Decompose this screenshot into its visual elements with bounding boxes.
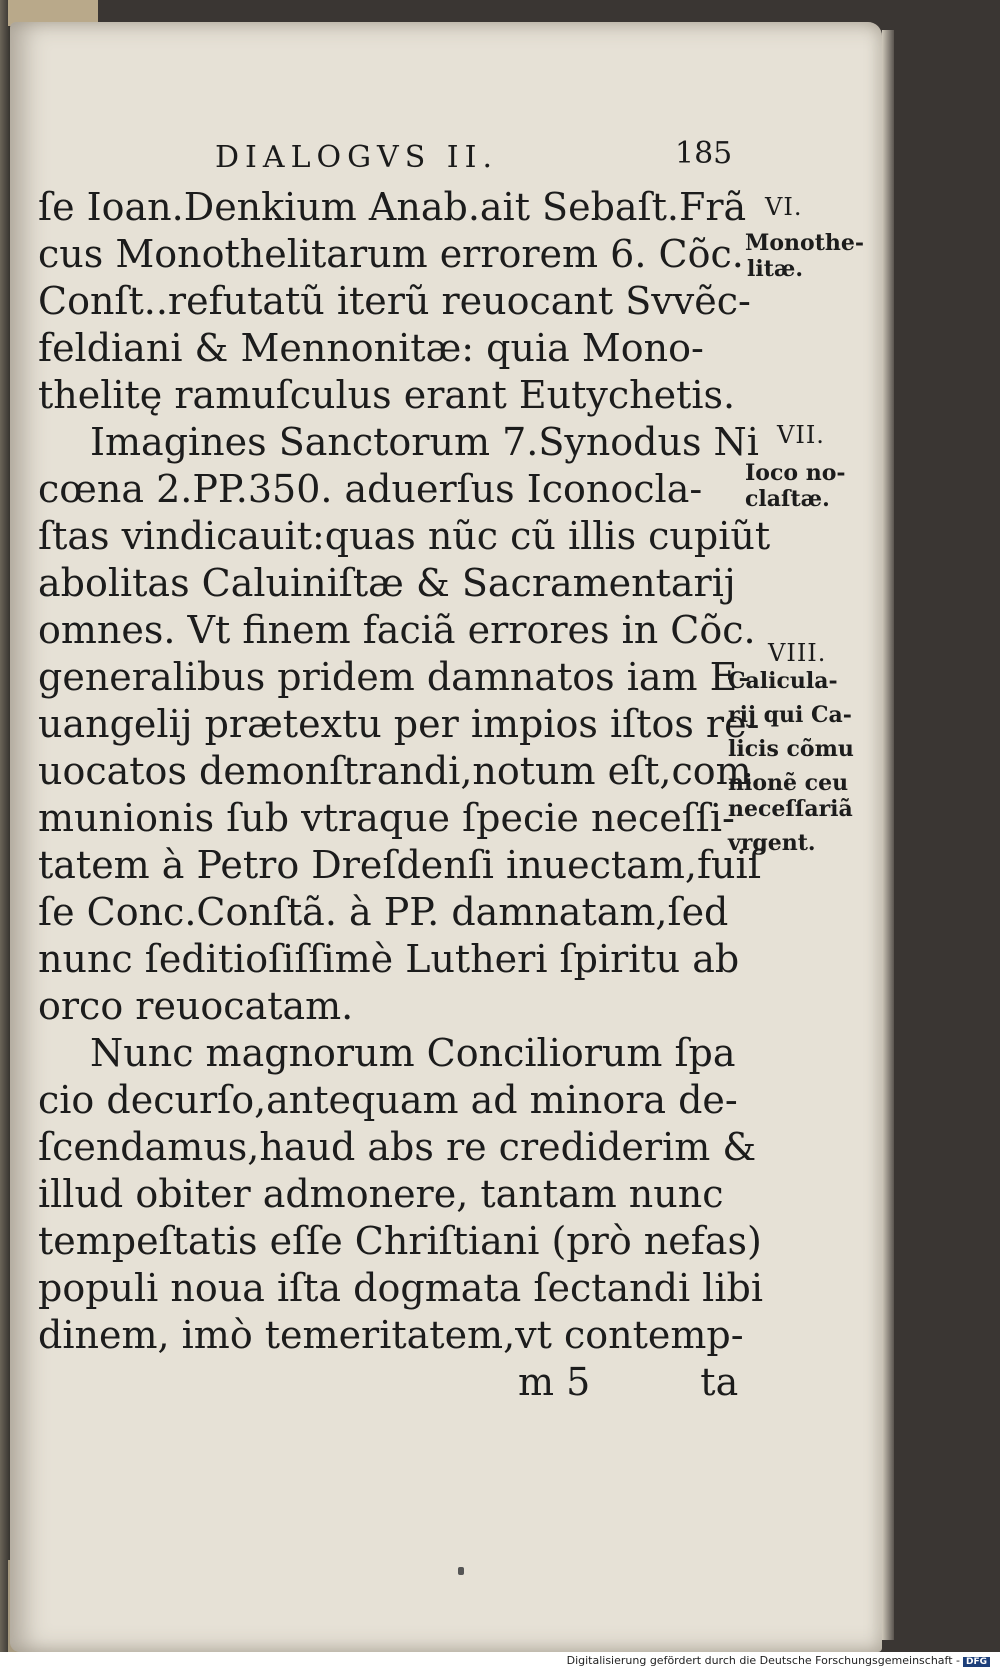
- book-page: [10, 22, 882, 1652]
- marginal-note-7: [745, 422, 846, 512]
- text-line: Nunc magnorum Conciliorum ſpa: [90, 1031, 736, 1075]
- catchline: [38, 1359, 748, 1406]
- text-line: cœna 2.PP.350. aduerſus Iconocla-: [38, 467, 703, 511]
- marginal-note-6: [745, 194, 864, 282]
- text-line: abolitas Caluiniſtæ & Sacramentarij: [38, 561, 736, 605]
- marginal-number: VII.: [777, 421, 825, 449]
- marginal-line: rij qui Ca-: [728, 702, 852, 728]
- text-line: nunc ſeditioſiſſimè Lutheri ſpiritu ab: [38, 937, 740, 981]
- text-line: dinem, imò temeritatem,vt contemp-: [38, 1313, 744, 1357]
- text-line: populi noua iſta dogmata ſectandi libi: [38, 1266, 763, 1310]
- text-line: orco reuocatam.: [38, 984, 354, 1028]
- marginal-line: nionẽ ceu: [728, 770, 849, 796]
- text-line: uangelij prætextu per impios iſtos re-: [38, 702, 760, 746]
- marginal-line: neceſſariã: [728, 796, 853, 822]
- text-line: Conſt..refutatũ iterũ reuocant Svvẽc-: [38, 279, 751, 323]
- ink-speck: [458, 1567, 464, 1575]
- marginal-line: vrgent.: [728, 830, 816, 856]
- catchword: ta: [700, 1360, 739, 1404]
- text-line: tatem à Petro Dreſdenſi inuectam,fuiſ: [38, 843, 762, 887]
- dfg-logo: DFG: [963, 1657, 990, 1667]
- text-line: illud obiter admonere, tantam nunc: [38, 1172, 724, 1216]
- text-line: munionis ſub vtraque ſpecie neceſſi-: [38, 796, 735, 840]
- running-title: DIALOGVS II.: [215, 140, 499, 175]
- text-line: ſcendamus,haud abs re crediderim &: [38, 1125, 757, 1169]
- text-line: generalibus pridem damnatos iam E-: [38, 655, 751, 699]
- marginal-number: VIII.: [768, 639, 827, 667]
- page-fore-edge: [882, 30, 894, 1640]
- text-line: tempeſtatis eſſe Chriſtiani (prò nefas): [38, 1219, 762, 1263]
- text-line: uocatos demonſtrandi,notum eſt,com: [38, 749, 752, 793]
- text-line: cus Monothelitarum errorem 6. Cõc.: [38, 232, 744, 276]
- text-line: ſtas vindicauit:quas nũc cũ illis cupiũt: [38, 514, 771, 558]
- text-line: thelitę ramuſculus erant Eutychetis.: [38, 373, 736, 417]
- text-line: omnes. Vt finem faciã errores in Cõc.: [38, 608, 756, 652]
- marginal-line: Calicula-: [728, 668, 838, 694]
- page-number: 185: [675, 136, 733, 171]
- marginal-line: litæ.: [747, 256, 803, 282]
- signature-mark: m 5: [518, 1360, 591, 1404]
- marginal-number: VI.: [765, 193, 803, 221]
- text-line: ſe Conc.Conſtã. à PP. damnatam,ſed: [38, 890, 729, 934]
- marginal-line: claſtæ.: [745, 486, 830, 512]
- text-line: cio decurſo,antequam ad minora de-: [38, 1078, 738, 1122]
- text-line: ſe Ioan.Denkium Anab.ait Sebaſt.Frã: [38, 185, 747, 229]
- credit-text: Digitalisierung gefördert durch die Deutsche Forschungsgemeinschaft -: [566, 1654, 960, 1667]
- marginal-line: licis cõmu: [728, 736, 854, 762]
- digitization-credit: [567, 1654, 990, 1667]
- marginal-line: Monothe-: [745, 230, 864, 256]
- page-header: [10, 136, 882, 180]
- marginal-note-8: [728, 640, 854, 856]
- marginal-line: Ioco no-: [745, 460, 846, 486]
- main-text-block: [38, 184, 771, 1406]
- text-line: Imagines Sanctorum 7.Synodus Ni: [90, 420, 759, 464]
- text-line: feldiani & Mennonitæ: quia Mono-: [38, 326, 704, 370]
